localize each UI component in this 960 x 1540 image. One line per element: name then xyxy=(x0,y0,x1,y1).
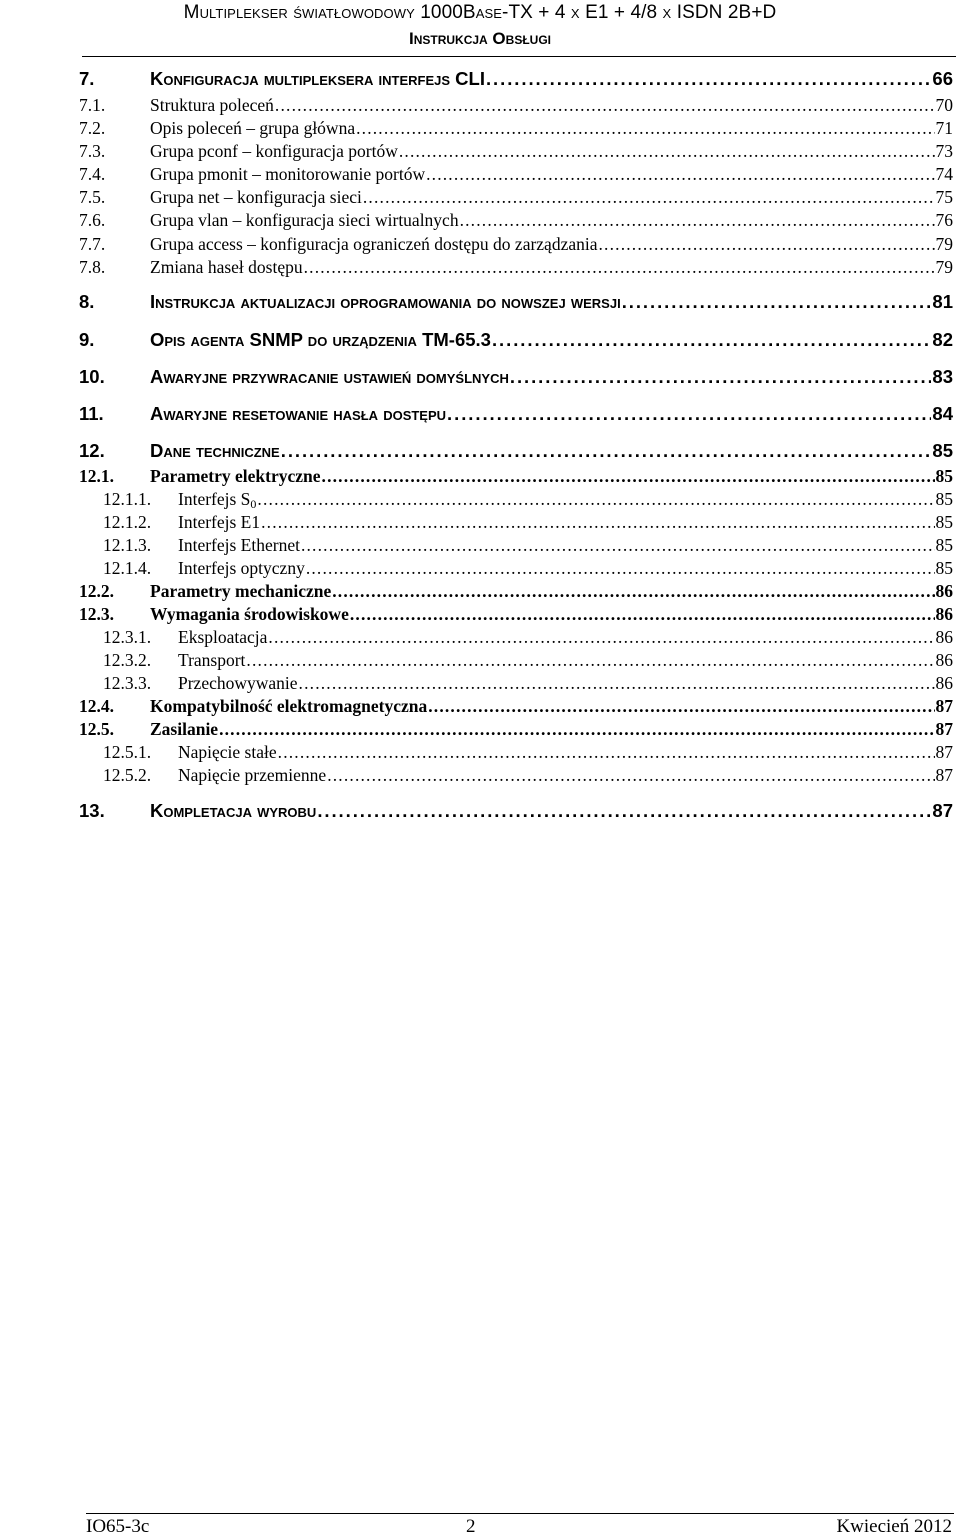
toc-leader xyxy=(447,403,931,425)
toc-number: 12.1.2. xyxy=(103,512,152,532)
toc-leader xyxy=(332,581,934,602)
toc-page: 86 xyxy=(935,650,953,670)
toc-title: Parametry mechaniczne xyxy=(150,581,332,601)
toc-title: Dane techniczne xyxy=(150,440,280,461)
toc-leader xyxy=(322,466,935,487)
toc-page: 85 xyxy=(935,558,953,578)
toc-leader xyxy=(306,558,935,579)
toc-number: 12.2. xyxy=(79,581,114,601)
toc-number: 7.4. xyxy=(79,164,106,184)
toc-entry[interactable] xyxy=(103,742,953,763)
toc-title: Grupa pmonit – monitorowanie portów xyxy=(150,164,426,184)
toc-title: Przechowywanie xyxy=(178,673,298,693)
toc-title: Opis poleceń – grupa główna xyxy=(150,118,356,138)
toc-entry[interactable] xyxy=(79,329,953,351)
footer-page-number: 2 xyxy=(466,1516,476,1537)
toc-title: Interfejs Ethernet xyxy=(178,535,300,555)
toc-leader xyxy=(219,719,934,740)
toc-entry[interactable] xyxy=(79,403,953,425)
subscript: 0 xyxy=(250,497,257,511)
toc-entry[interactable] xyxy=(79,581,953,602)
toc-page: 83 xyxy=(932,366,953,387)
toc-entry[interactable] xyxy=(103,627,953,648)
toc-title: Interfejs E1 xyxy=(178,512,261,532)
toc-number: 7.6. xyxy=(79,210,106,230)
header-rule xyxy=(82,56,956,57)
toc-title: Zmiana haseł dostępu xyxy=(150,257,303,277)
toc-entry[interactable] xyxy=(79,604,953,625)
toc-title: Napięcie stałe xyxy=(178,742,277,762)
toc-leader xyxy=(510,366,932,388)
toc-entry[interactable] xyxy=(79,141,953,162)
toc-title: Instrukcja aktualizacji oprogramowania do nowszej wersji xyxy=(150,291,621,312)
toc-entry[interactable] xyxy=(103,489,953,510)
toc-number: 12.5. xyxy=(79,719,114,739)
toc-title: Eksploatacja xyxy=(178,627,268,647)
toc-number: 12.4. xyxy=(79,696,114,716)
toc-entry[interactable] xyxy=(79,466,953,487)
toc-leader xyxy=(460,210,935,231)
toc-page: 66 xyxy=(932,68,953,89)
toc-number: 7.8. xyxy=(79,257,106,277)
toc-page: 73 xyxy=(935,141,953,161)
toc-number: 12.3. xyxy=(79,604,114,624)
toc-entry[interactable] xyxy=(103,535,953,556)
toc-title: Grupa vlan – konfiguracja sieci wirtualnych xyxy=(150,210,459,230)
toc-entry[interactable] xyxy=(79,257,953,278)
toc-entry[interactable] xyxy=(79,696,953,717)
toc-leader xyxy=(257,489,934,510)
toc-leader xyxy=(304,257,935,278)
toc-entry[interactable] xyxy=(79,719,953,740)
toc-leader xyxy=(599,234,935,255)
toc-page: 70 xyxy=(935,95,953,115)
toc-page: 76 xyxy=(935,210,953,230)
toc-title: Kompletacja wyrobu xyxy=(150,800,317,821)
toc-entry[interactable] xyxy=(103,558,953,579)
toc-number: 7.2. xyxy=(79,118,106,138)
toc-leader xyxy=(350,604,935,625)
toc-number: 12.5.2. xyxy=(103,765,152,785)
toc-leader xyxy=(486,68,931,90)
toc-page: 86 xyxy=(935,673,953,693)
toc-number: 12.1.3. xyxy=(103,535,152,555)
toc-title: Opis agenta SNMP do urządzenia TM-65.3 xyxy=(150,329,491,350)
toc-title: Konfiguracja multipleksera interfejs CLI xyxy=(150,68,485,89)
toc-entry[interactable] xyxy=(79,366,953,388)
toc-title: Interfejs optyczny xyxy=(178,558,305,578)
toc-leader xyxy=(268,627,934,648)
toc-entry[interactable] xyxy=(79,291,953,313)
toc-leader xyxy=(622,291,932,313)
toc-entry[interactable] xyxy=(79,440,953,462)
toc-page: 86 xyxy=(935,604,953,624)
footer-doc-id: IO65-3c xyxy=(86,1516,150,1537)
toc-page: 85 xyxy=(935,535,953,555)
toc-number: 7.7. xyxy=(79,234,106,254)
toc-page: 86 xyxy=(935,581,953,601)
toc-page: 85 xyxy=(935,512,953,532)
toc-page: 87 xyxy=(935,719,953,739)
toc-title: Wymagania środowiskowe xyxy=(150,604,349,624)
toc-number: 9. xyxy=(79,329,95,350)
toc-title: Grupa access – konfiguracja ograniczeń dostępu do zarządzania xyxy=(150,234,598,254)
toc-number: 7.1. xyxy=(79,95,106,115)
toc-leader xyxy=(275,95,935,116)
toc-page: 87 xyxy=(935,742,953,762)
toc-page: 85 xyxy=(935,489,953,509)
toc-leader xyxy=(492,329,931,351)
toc-leader xyxy=(363,187,935,208)
toc-entry[interactable] xyxy=(79,234,953,255)
toc-number: 8. xyxy=(79,291,95,312)
toc-page: 74 xyxy=(935,164,953,184)
toc-entry[interactable] xyxy=(79,800,953,822)
toc-number: 12.1.1. xyxy=(103,489,152,509)
toc-number: 7. xyxy=(79,68,95,89)
toc-page: 82 xyxy=(932,329,953,350)
toc-page: 75 xyxy=(935,187,953,207)
toc-title: Awaryjne przywracanie ustawień domyślnych xyxy=(150,366,509,387)
footer-date: Kwiecień 2012 xyxy=(836,1516,952,1537)
toc-leader xyxy=(327,765,934,786)
toc-entry[interactable] xyxy=(103,673,953,694)
toc-leader xyxy=(281,440,932,462)
toc-leader xyxy=(246,650,934,671)
toc-title: Napięcie przemienne xyxy=(178,765,327,785)
running-header-title: Multiplekser światłowodowy 1000Base-TX + 4 x E1 + 4/8 x ISDN 2B+D xyxy=(183,2,777,23)
toc-page: 85 xyxy=(935,466,953,486)
toc-entry[interactable] xyxy=(79,187,953,208)
toc-number: 12.5.1. xyxy=(103,742,152,762)
toc-number: 7.5. xyxy=(79,187,106,207)
toc-number: 7.3. xyxy=(79,141,106,161)
toc-page: 79 xyxy=(935,257,953,277)
toc-leader xyxy=(428,696,934,717)
toc-leader xyxy=(426,164,934,185)
toc-entry[interactable] xyxy=(103,512,953,533)
toc-entry[interactable] xyxy=(79,210,953,231)
toc-leader xyxy=(278,742,935,763)
running-header-subtitle: Instrukcja Obsługi xyxy=(408,29,551,48)
toc-number: 13. xyxy=(79,800,105,821)
toc-number: 12.3.3. xyxy=(103,673,152,693)
toc-number: 12.1. xyxy=(79,466,114,486)
toc-leader xyxy=(299,673,935,694)
toc-page: 87 xyxy=(935,696,953,716)
toc-leader xyxy=(317,800,931,822)
toc-leader xyxy=(261,512,934,533)
toc-title: Grupa pconf – konfiguracja portów xyxy=(150,141,398,161)
toc-page: 84 xyxy=(932,403,953,424)
toc-title: Interfejs $S_0$ xyxy=(178,489,257,511)
toc-number: 12.1.4. xyxy=(103,558,152,578)
toc-title: Transport xyxy=(178,650,246,670)
toc-entry[interactable] xyxy=(79,164,953,185)
toc-page: 86 xyxy=(935,627,953,647)
toc-page: 87 xyxy=(932,800,953,821)
toc-leader xyxy=(301,535,935,556)
toc-entry[interactable] xyxy=(79,68,953,90)
toc-number: 12.3.2. xyxy=(103,650,152,670)
toc-title: Struktura poleceń xyxy=(150,95,274,115)
toc-entry[interactable] xyxy=(103,650,953,671)
toc-leader xyxy=(399,141,935,162)
toc-page: 85 xyxy=(932,440,953,461)
toc-leader xyxy=(356,118,934,139)
toc-page: 79 xyxy=(935,234,953,254)
toc-number: 12. xyxy=(79,440,105,461)
toc-title: Parametry elektryczne xyxy=(150,466,321,486)
toc-title: Awaryjne resetowanie hasła dostępu xyxy=(150,403,447,424)
toc-entry[interactable] xyxy=(79,118,953,139)
toc-number: 10. xyxy=(79,366,105,387)
toc-entry[interactable] xyxy=(103,765,953,786)
toc-page: 71 xyxy=(935,118,953,138)
toc-title: Zasilanie xyxy=(150,719,219,739)
toc-number: 12.3.1. xyxy=(103,627,152,647)
toc-title: Grupa net – konfiguracja sieci xyxy=(150,187,362,207)
toc-title: Kompatybilność elektromagnetyczna xyxy=(150,696,428,716)
toc-page: 87 xyxy=(935,765,953,785)
toc-entry[interactable] xyxy=(79,95,953,116)
toc-page: 81 xyxy=(932,291,953,312)
footer-rule xyxy=(86,1513,954,1514)
toc-number: 11. xyxy=(79,403,104,424)
